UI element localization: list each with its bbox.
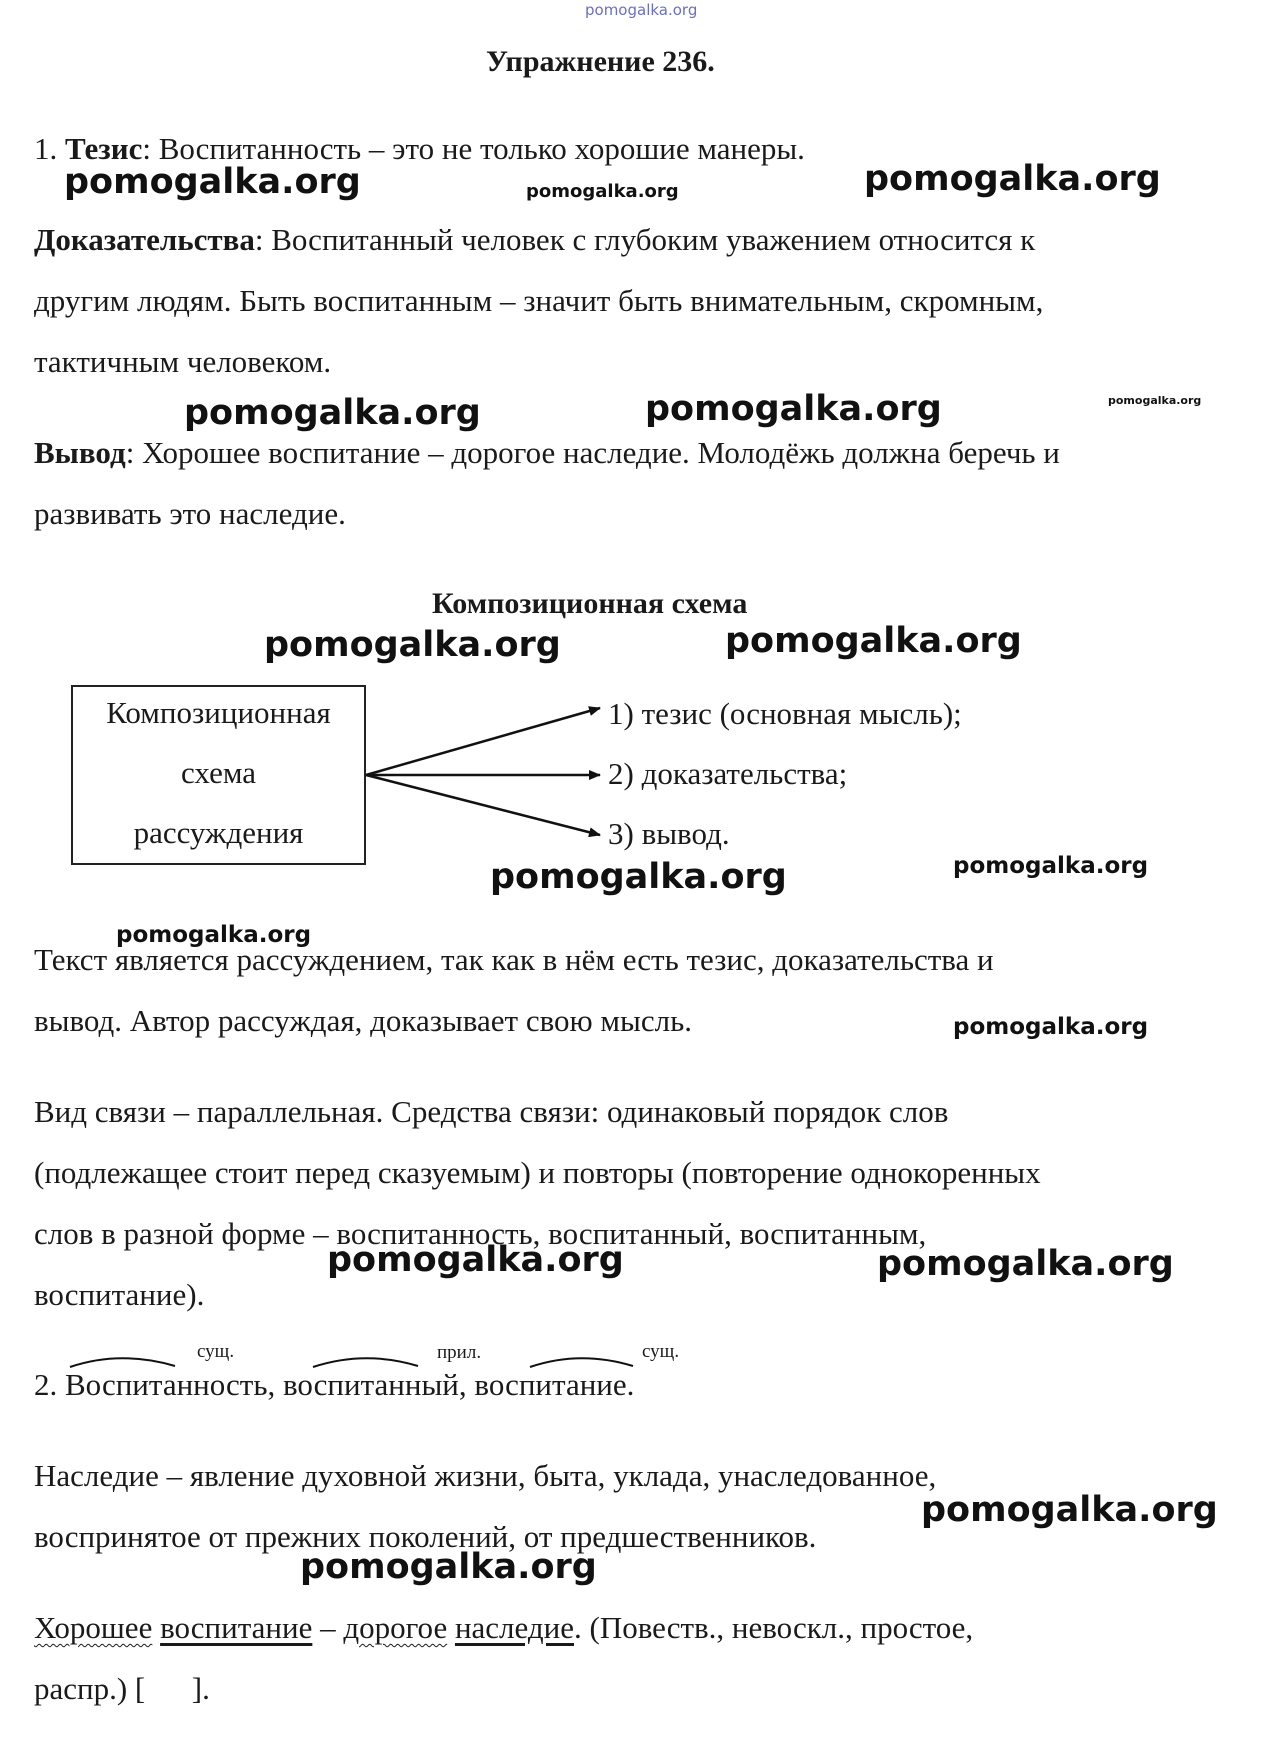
watermark: pomogalka.org: [490, 857, 787, 897]
watermark: pomogalka.org: [953, 853, 1149, 879]
scheme-item-3: 3) вывод.: [608, 816, 730, 851]
scheme-box-line-3: рассуждения: [133, 815, 304, 850]
conclusion-label: Вывод: [34, 435, 126, 470]
part2-sep-1: ,: [267, 1367, 283, 1402]
heritage-line-2: воспринятое от прежних поколений, от предшественников.: [34, 1519, 817, 1554]
watermark-top: pomogalka.org: [585, 1, 698, 19]
part2-line: [34, 1369, 634, 1400]
part2-word-3: воспитание: [474, 1367, 627, 1402]
scheme-heading: Композиционная схема: [432, 587, 748, 620]
watermark: pomogalka.org: [877, 1244, 1174, 1284]
connection-line-3: слов в разной форме – воспитанность, воспитанный, воспитанным,: [34, 1216, 927, 1251]
watermark: pomogalka.org: [264, 625, 561, 665]
watermark: pomogalka.org: [116, 922, 312, 948]
watermark: pomogalka.org: [64, 162, 361, 202]
watermark: pomogalka.org: [921, 1490, 1218, 1530]
exercise-title: Упражнение 236.: [486, 45, 715, 78]
watermark: pomogalka.org: [645, 389, 942, 429]
scheme-item-1: 1) тезис (основная мысль);: [608, 696, 962, 731]
evidence-label: Доказательства: [34, 222, 255, 257]
analysis-word-3: дорогое: [343, 1610, 448, 1645]
part2-word-2: воспитанный: [282, 1367, 459, 1402]
analysis-word-1: Хорошее: [34, 1610, 153, 1645]
root-arc-1: [70, 1358, 175, 1367]
reasoning-line-2: вывод. Автор рассуждая, доказывает свою мысль.: [34, 1003, 692, 1038]
watermark: pomogalka.org: [864, 159, 1161, 199]
analysis-word-2: воспитание: [160, 1610, 313, 1645]
watermark: pomogalka.org: [184, 393, 481, 433]
scheme-box-line-2: схема: [180, 755, 256, 790]
watermark: pomogalka.org: [725, 621, 1022, 661]
root-arc-3: [530, 1358, 633, 1367]
part2-word-1: Воспитанность: [65, 1367, 268, 1402]
conclusion-line-2: развивать это наследие.: [34, 496, 346, 531]
watermark: pomogalka.org: [1108, 394, 1202, 407]
scheme-box-line-1: Композиционная: [106, 695, 331, 730]
connection-line-1: Вид связи – параллельная. Средства связи: одинаковый порядок слов: [34, 1094, 949, 1129]
watermark: pomogalka.org: [327, 1240, 624, 1280]
analysis-word-4: наследие: [454, 1610, 575, 1645]
pos-label-2: прил.: [437, 1342, 482, 1363]
evidence-line-3: тактичным человеком.: [34, 344, 332, 379]
connection-line-2: (подлежащее стоит перед сказуемым) и повторы (повторение однокоренных: [34, 1155, 1041, 1190]
part2-sep-2: ,: [458, 1367, 475, 1402]
conclusion-text-1: : Хорошее воспитание – дорогое наследие. Молодёжь должна беречь и: [125, 435, 1060, 470]
part1-number: 1.: [34, 131, 58, 166]
scheme-item-2: 2) доказательства;: [608, 756, 848, 791]
thesis-label: Тезис: [65, 131, 143, 166]
evidence-text-1: : Воспитанный человек с глубоким уважением относится к: [254, 222, 1036, 257]
pos-label-3: сущ.: [642, 1341, 680, 1362]
evidence-line-2: другим людям. Быть воспитанным – значит быть внимательным, скромным,: [34, 283, 1044, 318]
analysis-line-1: [34, 1612, 973, 1643]
heritage-line-1: Наследие – явление духовной жизни, быта, уклада, унаследованное,: [34, 1458, 937, 1493]
root-arc-2: [313, 1358, 418, 1367]
pos-label-1: сущ.: [197, 1341, 235, 1362]
reasoning-line-1: Текст является рассуждением, так как в нём есть тезис, доказательства и: [34, 942, 994, 977]
part2-number: 2.: [34, 1367, 58, 1402]
watermark: pomogalka.org: [526, 181, 679, 202]
part2-sep-3: .: [626, 1367, 635, 1402]
analysis-tail: . (Повеств., невоскл., простое,: [574, 1610, 974, 1645]
analysis-line-2: распр.) [ ].: [34, 1671, 210, 1706]
connection-line-4: воспитание).: [34, 1277, 205, 1312]
analysis-dash: –: [320, 1610, 336, 1645]
thesis-text: : Воспитанность – это не только хорошие манеры.: [142, 131, 805, 166]
watermark: pomogalka.org: [953, 1014, 1149, 1040]
watermark: pomogalka.org: [300, 1547, 597, 1587]
